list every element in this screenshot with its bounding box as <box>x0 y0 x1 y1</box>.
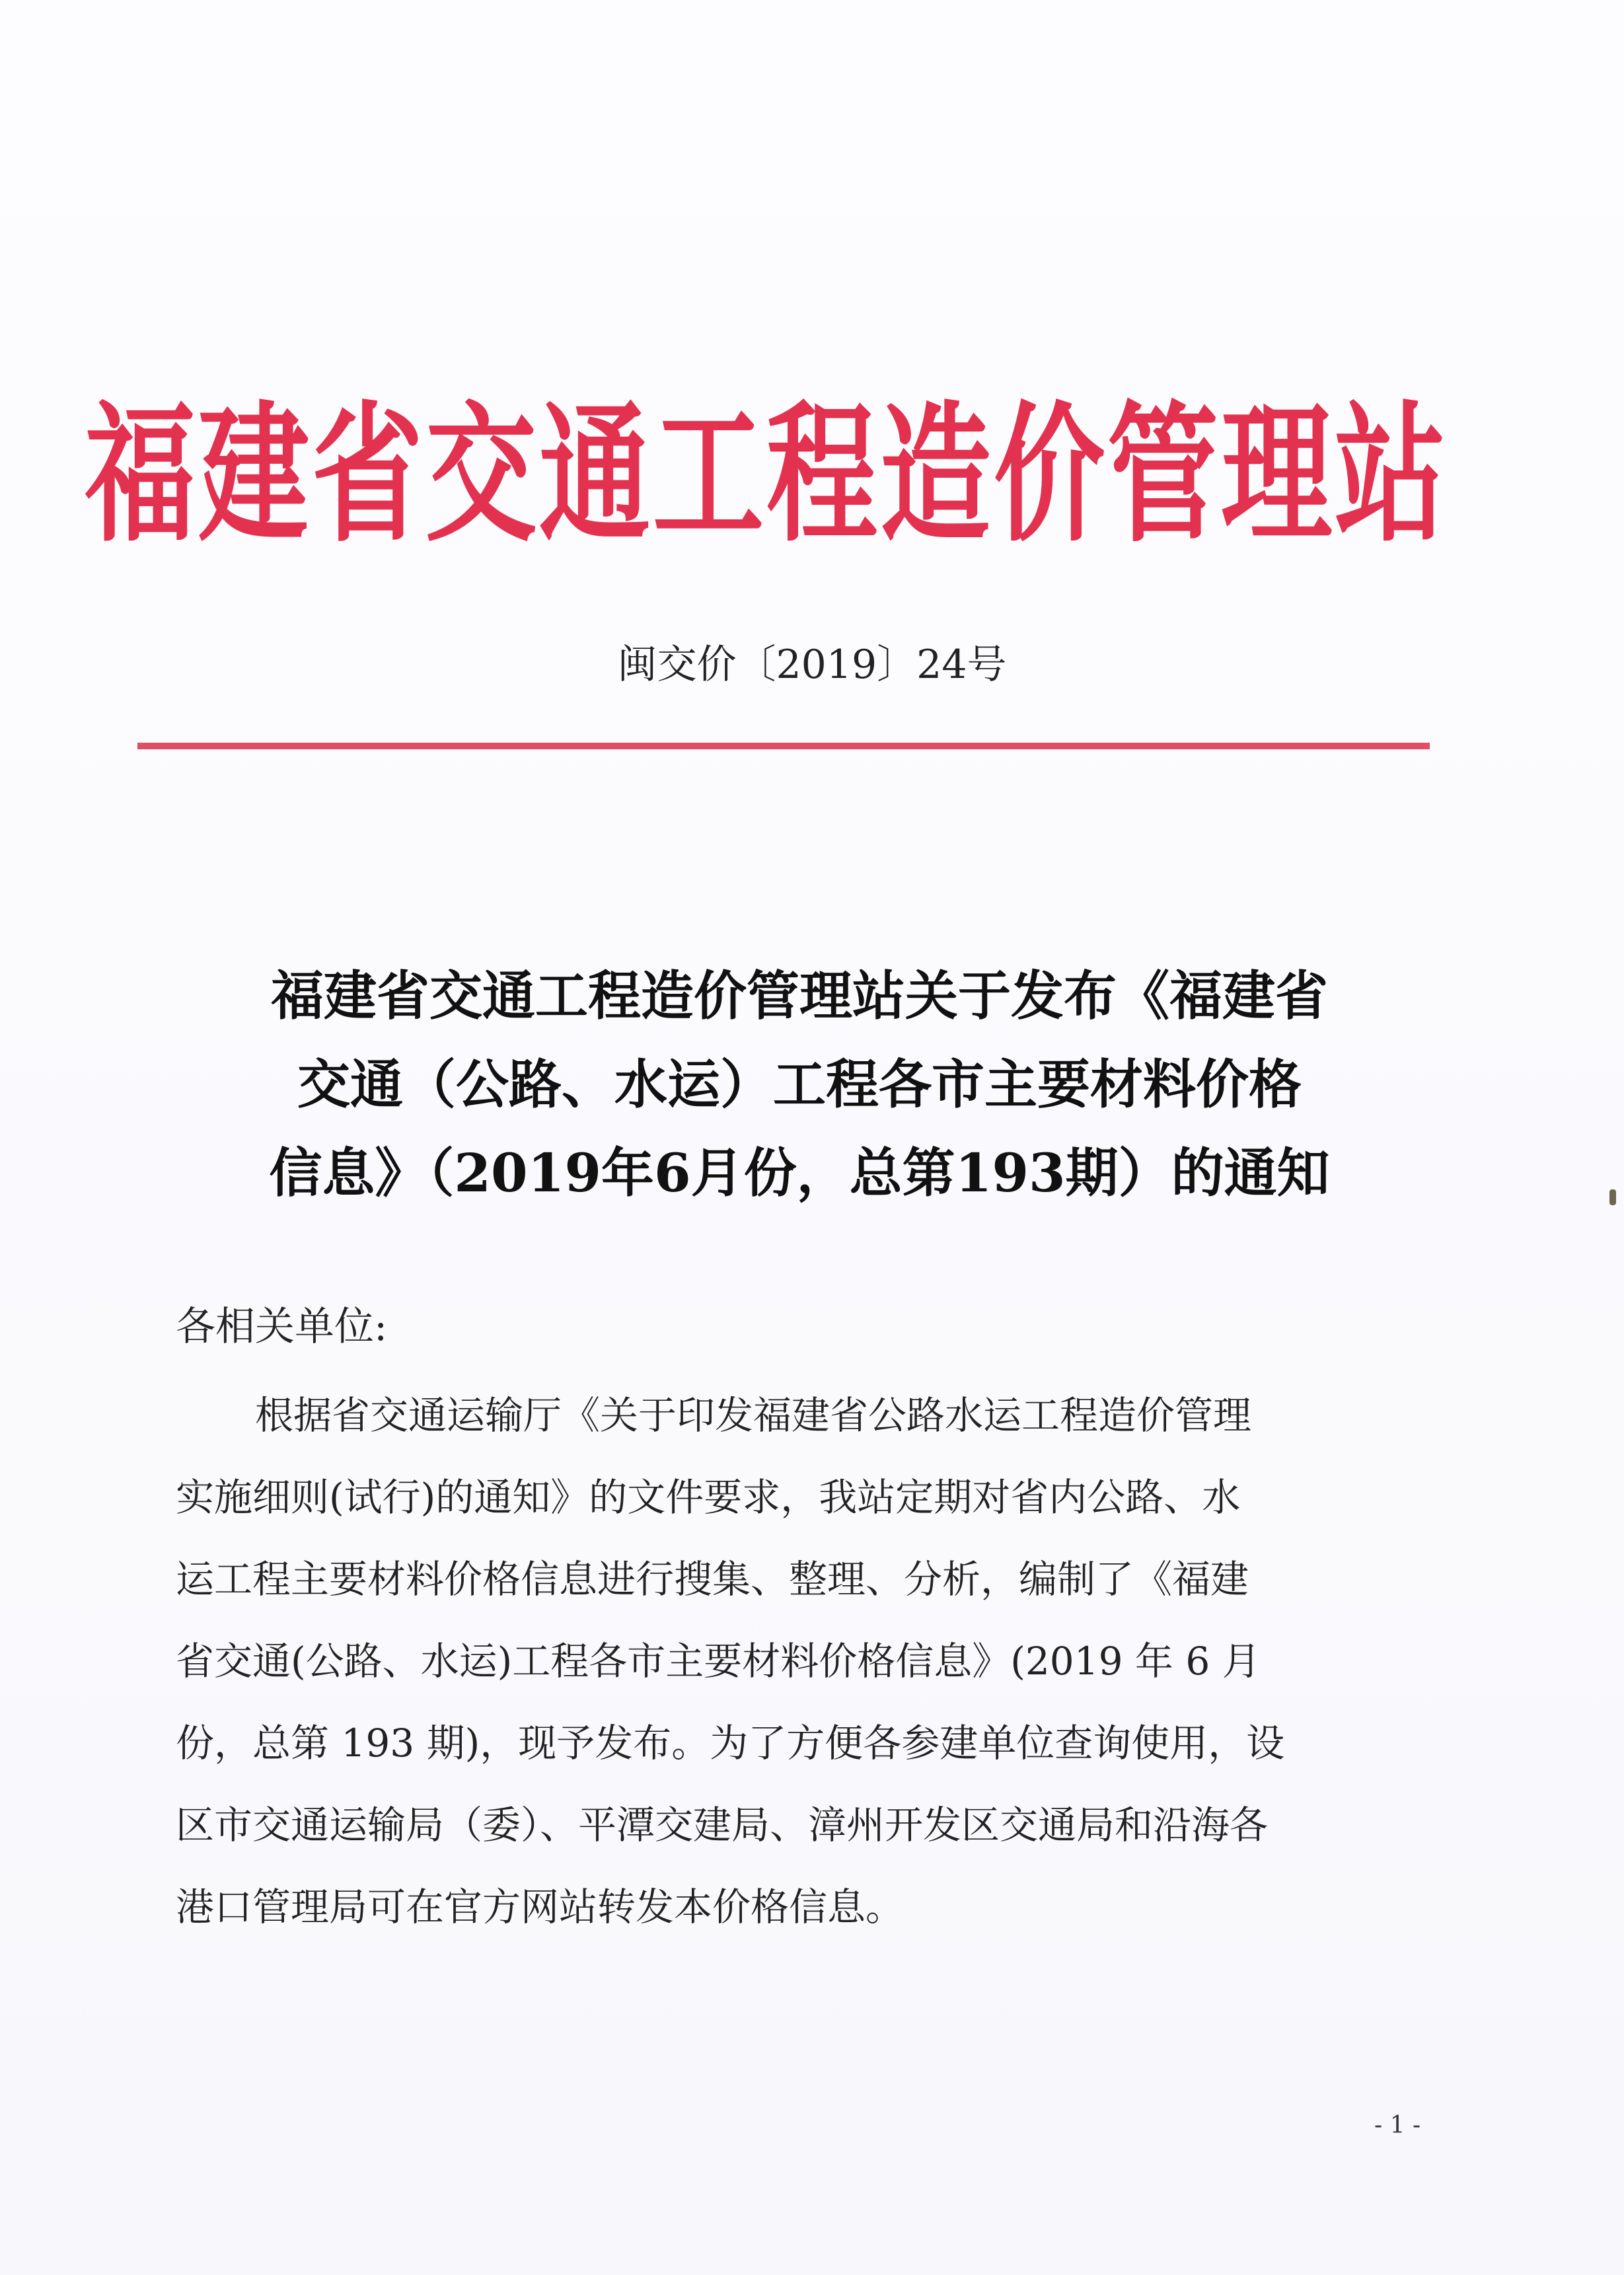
body-line-2: 实施细则(试行)的通知》的文件要求，我站定期对省内公路、水 <box>176 1475 1241 1520</box>
page-number: - 1 - <box>1374 2112 1421 2139</box>
title-line-1: 福建省交通工程造价管理站关于发布《福建省 <box>271 965 1328 1027</box>
salutation: 各相关单位: <box>176 1304 388 1350</box>
notice-title <box>172 951 1427 1217</box>
body-line-1: 根据省交通运输厅《关于印发福建省公路水运工程造价管理 <box>255 1393 1252 1438</box>
body-line-3: 运工程主要材料价格信息进行搜集、整理、分析，编制了《福建 <box>176 1557 1249 1602</box>
body-line-6: 区市交通运输局（委）、平潭交建局、漳州开发区交通局和沿海各 <box>176 1803 1269 1847</box>
red-divider-line <box>137 743 1430 749</box>
body-line-5: 份，总第 193 期)，现予发布。为了方便各参建单位查询使用，设 <box>176 1721 1285 1766</box>
title-line-2: 交通（公路、水运）工程各市主要材料价格 <box>297 1053 1302 1115</box>
title-line-3: 信息》（2019年6月份，总第193期）的通知 <box>269 1142 1330 1204</box>
body-line-4: 省交通(公路、水运)工程各市主要材料价格信息》(2019 年 6 月 <box>176 1639 1261 1684</box>
scan-artifact <box>1609 1189 1616 1205</box>
body-line-7: 港口管理局可在官方网站转发本价格信息。 <box>176 1884 904 1929</box>
body-paragraph <box>176 1374 1391 1948</box>
letterhead-org-name: 福建省交通工程造价管理站 <box>85 385 1448 562</box>
document-number: 闽交价〔2019〕24号 <box>617 642 1007 688</box>
